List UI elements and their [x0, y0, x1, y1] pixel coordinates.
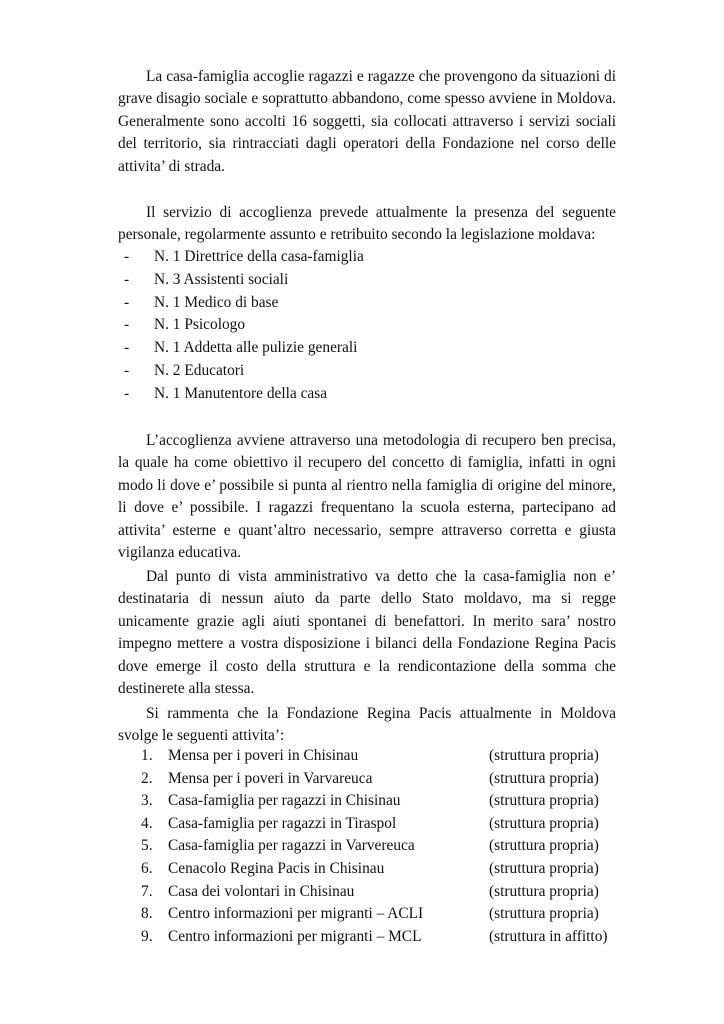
paragraph-intro: La casa-famiglia accoglie ragazzi e ragazze che provengono da situazioni di grave disagio sociale e soprattutto abbandono, come spesso avviene in Moldova. Generalmente sono accolti 16 soggetti, sia collocati attraverso i servizi sociali del territorio, sia rintracciati dagli operatori della Fondazione nel corso delle attivita’ di strada. [118, 68, 616, 175]
list-item: 8. Centro informazioni per migranti – ACLI (struttura propria) [141, 905, 599, 923]
paragraph-methodology: L’accoglienza avviene attraverso una metodologia di recupero ben precisa, la quale ha come obiettivo il recupero del concetto di famiglia, infatti in ogni modo li dove e’ possibile si punta al rientro nella famiglia di origine del minore, li dove e’ possibile. I ragazzi frequentano la scuola esterna, partecipano ad attivita’ esterne e quant’altro necessario, sempre attraverso corretta e giusta vigilanza educativa. [118, 432, 616, 562]
paragraph-administration: Dal punto di vista amministrativo va detto che la casa-famiglia non e’ destinataria di nessun aiuto da parte dello Stato moldavo, ma si regge unicamente grazie agli aiuti spontanei di benefattori. In merito sara’ nostro impegno mettere a vostra disposizione i bilanci della Fondazione Regina Pacis dove emerge il costo della struttura e la rendicontazione della somma che destinerete alla stessa. [118, 568, 616, 698]
list-item: 1. Mensa per i poveri in Chisinau (struttura propria) [141, 747, 599, 764]
list-item: 5. Casa-famiglia per ragazzi in Varvereuca (struttura propria) [141, 837, 599, 855]
list-item: 3. Casa-famiglia per ragazzi in Chisinau (struttura propria) [141, 792, 599, 810]
paragraph-staff-intro: Il servizio di accoglienza prevede attualmente la presenza del seguente personale, regolarmente assunto e retribuito secondo la legislazione moldava: [118, 204, 616, 244]
list-item: - N. 1 Direttrice della casa-famiglia [124, 248, 364, 265]
list-item: - N. 1 Psicologo [124, 316, 246, 334]
list-item: - N. 3 Assistenti sociali [124, 270, 289, 288]
list-item: 7. Casa dei volontari in Chisinau (struttura propria) [141, 882, 599, 900]
list-item: 2. Mensa per i poveri in Varvareuca (struttura propria) [141, 769, 599, 787]
list-item: 6. Cenacolo Regina Pacis in Chisinau (struttura propria) [141, 859, 599, 877]
list-item: - N. 1 Addetta alle pulizie generali [124, 339, 358, 357]
list-item: 9. Centro informazioni per migranti – MCL (struttura in affitto) [141, 927, 608, 945]
list-item: 4. Casa-famiglia per ragazzi in Tiraspol (struttura propria) [141, 814, 599, 832]
activities-list [141, 745, 641, 948]
list-item: - N. 1 Manutentore della casa [124, 384, 328, 402]
list-item: - N. 2 Educatori [124, 361, 245, 379]
staff-list [118, 246, 364, 406]
paragraph-activities-intro: Si rammenta che la Fondazione Regina Pacis attualmente in Moldova svolge le seguenti attivita’: [118, 705, 616, 745]
list-item: - N. 1 Medico di base [124, 293, 279, 311]
